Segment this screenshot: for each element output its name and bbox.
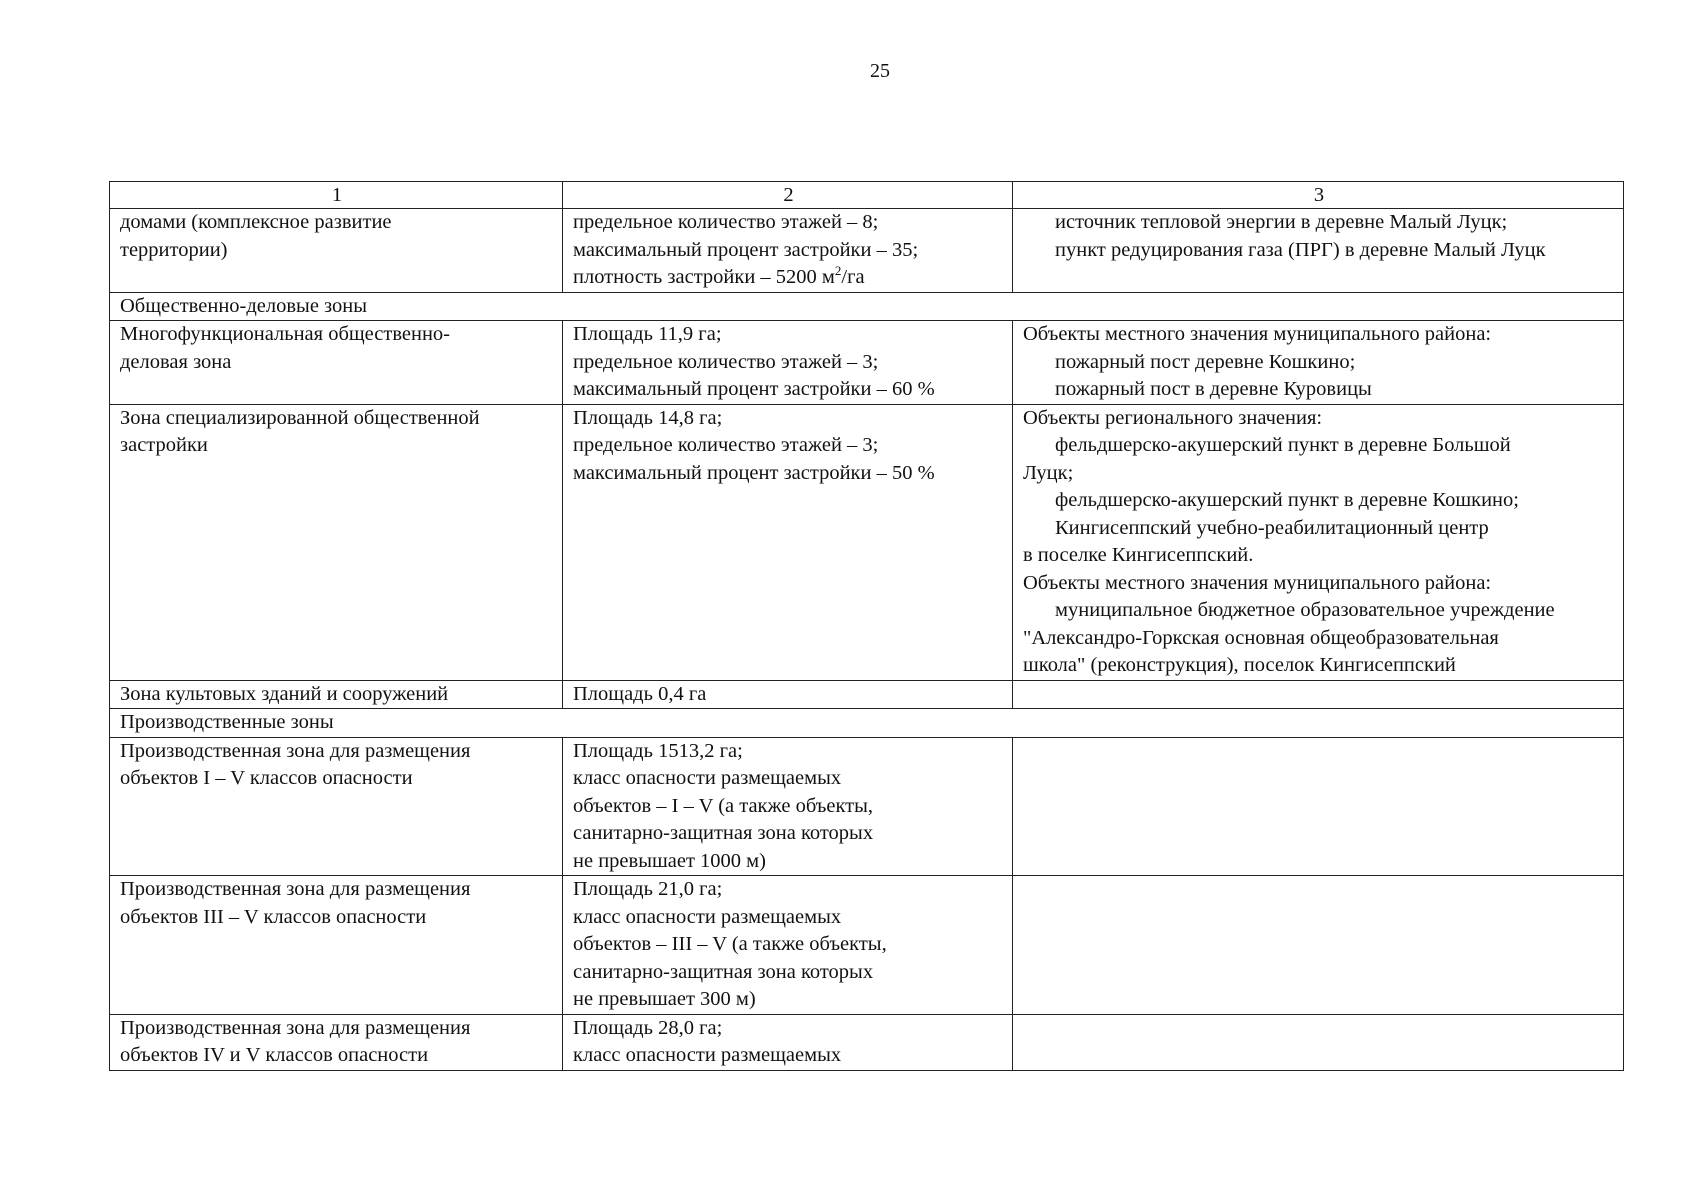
zone-name-cell: Производственная зона для размещения объектов IV и V классов опасности	[110, 1014, 563, 1070]
section-title: Производственные зоны	[110, 709, 1624, 738]
zone-params-cell: предельное количество этажей – 8; максимальный процент застройки – 35; плотность застройки – 5200 $м^2/га$	[563, 209, 1013, 293]
table-row	[110, 1014, 1624, 1070]
table-row	[110, 737, 1624, 876]
zone-objects-cell: источник тепловой энергии в деревне Малый Луцк; пункт редуцирования газа (ПРГ) в деревне Малый Луцк	[1013, 209, 1624, 293]
zone-name-cell: Зона культовых зданий и сооружений	[110, 680, 563, 709]
zone-params-cell: Площадь 14,8 га; предельное количество этажей – 3; максимальный процент застройки – 50 %	[563, 404, 1013, 680]
zone-name-cell: Многофункциональная общественно- деловая зона	[110, 321, 563, 405]
zone-objects-cell	[1013, 876, 1624, 1015]
zone-objects-cell: Объекты местного значения муниципального района: пожарный пост деревне Кошкино; пожарный пост в деревне Куровицы	[1013, 321, 1624, 405]
zones-table	[109, 181, 1624, 1071]
table-row	[110, 680, 1624, 709]
zone-params-cell: Площадь 21,0 га; класс опасности размещаемых объектов – III – V (а также объекты, санитарно-защитная зона которых не превышает 300 м)	[563, 876, 1013, 1015]
column-header: 1	[110, 182, 563, 209]
zone-objects-cell	[1013, 1014, 1624, 1070]
zone-params-cell: Площадь 11,9 га; предельное количество этажей – 3; максимальный процент застройки – 60 %	[563, 321, 1013, 405]
zone-params-cell: Площадь 1513,2 га; класс опасности размещаемых объектов – I – V (а также объекты, санитарно-защитная зона которых не превышает 1000 м)	[563, 737, 1013, 876]
table-row	[110, 404, 1624, 680]
zone-objects-cell: Объекты регионального значения: фельдшерско-акушерский пункт в деревне Большой Луцк; фельдшерско-акушерский пункт в деревне Кошкино; Кингисеппский учебно-реабилитационный центр в поселке Кингисеппский. Объекты местного значения муниципального района: муниципальное бюджетное образовательное учреждение "Александро-Горкская основная общеобразовательная школа" (реконструкция), поселок Кингисеппский	[1013, 404, 1624, 680]
table-row	[110, 321, 1624, 405]
zone-params-cell: Площадь 0,4 га	[563, 680, 1013, 709]
section-row	[110, 709, 1624, 738]
zone-name-cell: Производственная зона для размещения объектов III – V классов опасности	[110, 876, 563, 1015]
column-header: 2	[563, 182, 1013, 209]
column-header: 3	[1013, 182, 1624, 209]
table-row	[110, 209, 1624, 293]
table-header-row	[110, 182, 1624, 209]
section-row	[110, 292, 1624, 321]
zone-params-cell: Площадь 28,0 га; класс опасности размещаемых	[563, 1014, 1013, 1070]
zone-objects-cell	[1013, 737, 1624, 876]
zone-objects-cell	[1013, 680, 1624, 709]
table-row	[110, 876, 1624, 1015]
zone-name-cell: Производственная зона для размещения объектов I – V классов опасности	[110, 737, 563, 876]
section-title: Общественно-деловые зоны	[110, 292, 1624, 321]
page-number: 25	[870, 60, 890, 82]
zone-name-cell: домами (комплексное развитие территории)	[110, 209, 563, 293]
zone-name-cell: Зона специализированной общественной застройки	[110, 404, 563, 680]
